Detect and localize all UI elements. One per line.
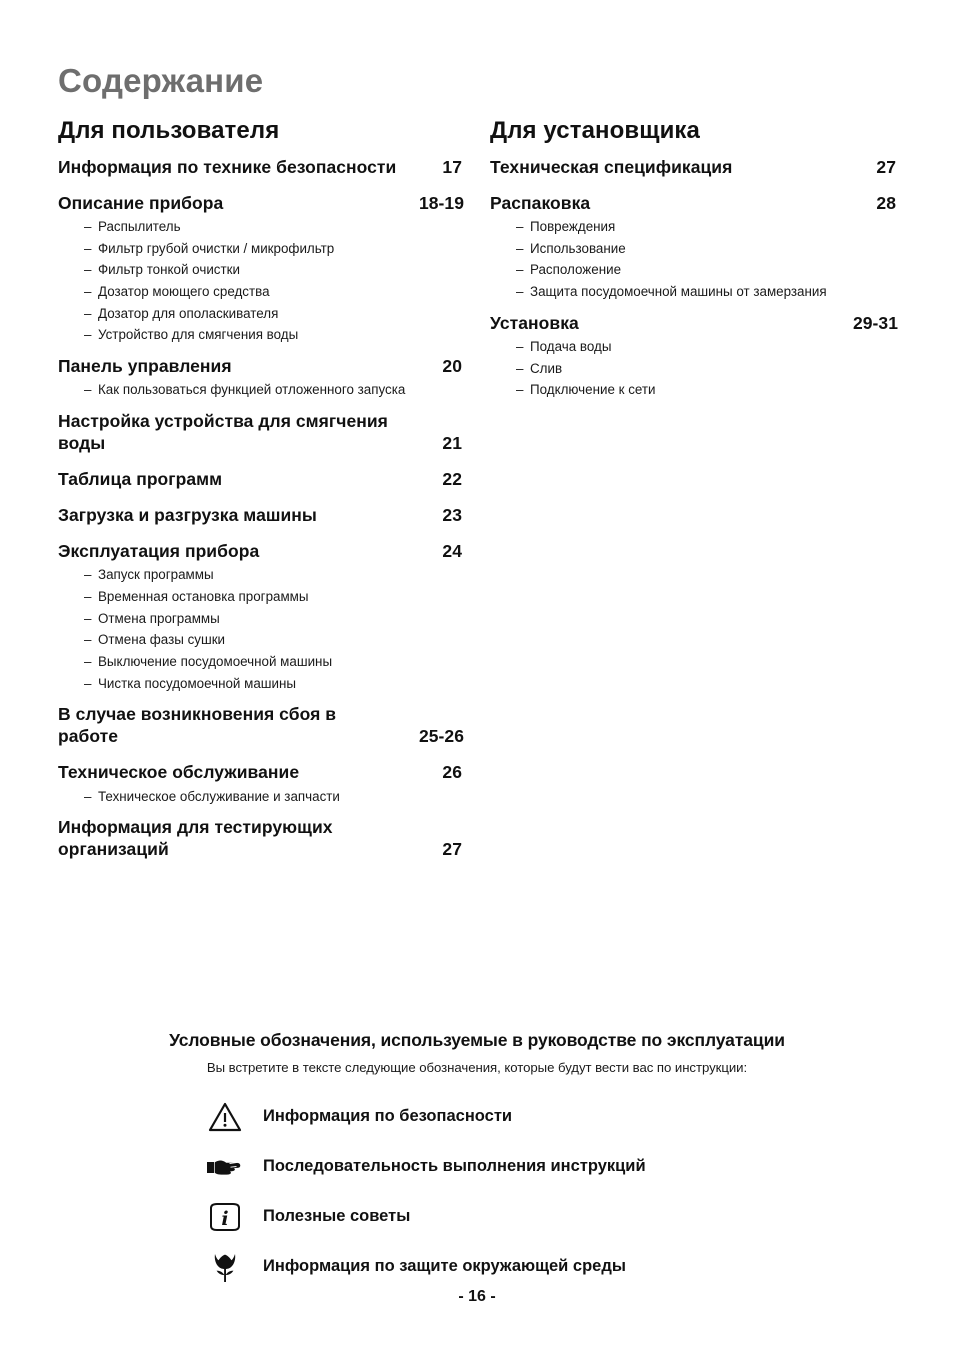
toc-subitem[interactable]: [516, 379, 896, 401]
dash-bullet-icon: –: [84, 262, 92, 278]
toc-entry-heading[interactable]: [58, 761, 462, 783]
page-title: Содержание: [58, 62, 264, 99]
toc-subitem[interactable]: [84, 608, 462, 630]
toc-subitem-label: Устройство для смягчения воды: [98, 327, 299, 343]
info-icon: [197, 1199, 253, 1235]
toc-entry-title: Эксплуатация прибора: [58, 541, 260, 562]
dash-bullet-icon: –: [84, 284, 92, 300]
toc-entry-title: Информация по технике безопасности: [58, 156, 397, 177]
pointing-hand-icon: [197, 1149, 253, 1185]
toc-subitem[interactable]: [516, 336, 896, 358]
toc-entry-title: Распаковка: [490, 192, 591, 213]
toc-subitem-label: Использование: [530, 240, 626, 256]
toc-entry-page-number: 18-19: [418, 192, 464, 213]
legend-item: [197, 1249, 757, 1285]
tulip-flower-icon: [197, 1249, 253, 1285]
toc-subitem-label: Слив: [530, 360, 563, 376]
toc-subitem[interactable]: [516, 358, 896, 380]
dash-bullet-icon: –: [84, 218, 92, 234]
toc-entry: [58, 761, 462, 807]
dash-bullet-icon: –: [84, 327, 92, 343]
toc-column-right: [490, 118, 896, 410]
legend-item: [197, 1099, 757, 1135]
toc-subitem-list: [490, 336, 896, 401]
legend-item-list: [0, 1099, 954, 1285]
toc-entry-title: Описание прибора: [58, 192, 224, 213]
toc-entry-heading[interactable]: [58, 192, 462, 214]
toc-entry-title: Установка: [490, 312, 579, 333]
toc-subitem-label: Отмена программы: [98, 610, 220, 626]
column-heading-user: Для пользователя: [58, 117, 280, 144]
toc-entry-page-number: 27: [442, 839, 462, 860]
toc-subitem[interactable]: [84, 259, 462, 281]
toc-entry: [58, 410, 462, 454]
toc-subitem-list: [58, 379, 462, 401]
toc-subitem[interactable]: [84, 303, 462, 325]
toc-entry-page-number: 25-26: [418, 726, 464, 747]
dash-bullet-icon: –: [516, 360, 524, 376]
toc-subitem[interactable]: [84, 651, 462, 673]
toc-entry-title: Информация для тестирующих организаций: [58, 817, 333, 860]
toc-subitem-list: [490, 216, 896, 303]
legend-item-label: Информация по безопасности: [263, 1107, 513, 1126]
toc-entry: [58, 355, 462, 401]
toc-entry-heading[interactable]: [58, 816, 462, 860]
toc-entry: [58, 504, 462, 526]
toc-subitem-label: Подача воды: [530, 338, 612, 354]
toc-subitem-list: [58, 216, 462, 346]
toc-subitem[interactable]: [84, 379, 462, 401]
toc-subitem-list: [58, 786, 462, 808]
toc-subitem-label: Отмена фазы сушки: [98, 632, 226, 648]
svg-text:i: i: [221, 1208, 229, 1230]
toc-entry-title: Техническое обслуживание: [58, 762, 300, 783]
toc-entry-title: Таблица программ: [58, 469, 223, 490]
toc-subitem-label: Дозатор для ополаскивателя: [98, 305, 279, 321]
toc-entry-heading[interactable]: [58, 355, 462, 377]
page-number-footer: - 16 -: [458, 1288, 496, 1305]
toc-subitem[interactable]: [516, 238, 896, 260]
toc-subitem[interactable]: [84, 586, 462, 608]
toc-entry: [58, 703, 462, 747]
toc-subitem-label: Выключение посудомоечной машины: [98, 653, 333, 669]
toc-entry-heading[interactable]: [58, 410, 462, 454]
toc-entry-list-left: [58, 156, 462, 860]
toc-entry-page-number: 24: [442, 541, 462, 562]
legend-title: Условные обозначения, используемые в руководстве по эксплуатации: [169, 1030, 785, 1050]
dash-bullet-icon: –: [516, 262, 524, 278]
toc-entry-title: Загрузка и разгрузка машины: [58, 505, 317, 526]
dash-bullet-icon: –: [516, 240, 524, 256]
toc-entry-page-number: 21: [442, 432, 462, 453]
toc-subitem[interactable]: [84, 324, 462, 346]
dash-bullet-icon: –: [84, 588, 92, 604]
toc-entry-heading[interactable]: [490, 192, 896, 214]
legend-item: [197, 1149, 757, 1185]
toc-entry: [490, 156, 896, 178]
toc-subitem[interactable]: [84, 786, 462, 808]
toc-entry-page-number: 29-31: [852, 312, 898, 333]
toc-subitem[interactable]: [84, 281, 462, 303]
toc-subitem-label: Чистка посудомоечной машины: [98, 675, 297, 691]
warning-triangle-icon: [197, 1099, 253, 1135]
toc-entry-heading[interactable]: [58, 540, 462, 562]
toc-entry: [58, 468, 462, 490]
toc-subitem[interactable]: [84, 564, 462, 586]
toc-entry: [58, 156, 462, 178]
dash-bullet-icon: –: [84, 305, 92, 321]
toc-subitem-label: Временная остановка программы: [98, 588, 309, 604]
toc-subitem-label: Дозатор моющего средства: [98, 284, 270, 300]
dash-bullet-icon: –: [516, 338, 524, 354]
dash-bullet-icon: –: [84, 788, 92, 804]
toc-entry-title: Техническая спецификация: [490, 156, 733, 177]
toc-subitem-label: Фильтр тонкой очистки: [98, 262, 240, 278]
dash-bullet-icon: –: [84, 675, 92, 691]
legend-item-label: Информация по защите окружающей среды: [263, 1257, 626, 1276]
legend-item: [197, 1199, 757, 1235]
legend-subtitle: Вы встретите в тексте следующие обозначения, которые будут вести вас по инструкции:: [206, 1060, 748, 1075]
toc-subitem-label: Защита посудомоечной машины от замерзания: [530, 284, 827, 300]
toc-subitem[interactable]: [516, 216, 896, 238]
toc-subitem-label: Подключение к сети: [530, 382, 656, 398]
toc-entry-page-number: 22: [442, 469, 462, 490]
toc-entry-heading[interactable]: [58, 504, 462, 526]
toc-entry-page-number: 28: [876, 192, 896, 213]
toc-subitem-label: Запуск программы: [98, 567, 214, 583]
toc-entry: [58, 192, 462, 346]
toc-entry-heading[interactable]: [58, 156, 462, 178]
toc-entry-heading[interactable]: [58, 468, 462, 490]
toc-entry: [58, 816, 462, 860]
toc-column-left: [58, 118, 462, 874]
toc-entry-heading[interactable]: [490, 312, 896, 334]
toc-subitem-list: [58, 564, 462, 694]
toc-entry-title: В случае возникновения сбоя в работе: [58, 704, 337, 747]
dash-bullet-icon: –: [84, 567, 92, 583]
toc-entry-page-number: 17: [442, 156, 462, 177]
toc-subitem-label: Распылитель: [98, 218, 181, 234]
legend-item-label: Полезные советы: [263, 1207, 411, 1226]
toc-entry-title: Настройка устройства для смягчения воды: [58, 410, 388, 453]
toc-entry-list-right: [490, 156, 896, 401]
toc-entry-title: Панель управления: [58, 356, 232, 377]
toc-entry-heading[interactable]: [58, 703, 462, 747]
toc-subitem-label: Повреждения: [530, 218, 616, 234]
legend-section: [0, 1030, 954, 1299]
column-heading-installer: Для установщика: [490, 117, 700, 144]
toc-subitem[interactable]: [84, 629, 462, 651]
toc-entry-heading[interactable]: [490, 156, 896, 178]
legend-item-label: Последовательность выполнения инструкций: [263, 1157, 646, 1176]
toc-subitem-label: Как пользоваться функцией отложенного запуска: [98, 382, 406, 398]
toc-subitem[interactable]: [84, 216, 462, 238]
toc-entry: [58, 540, 462, 694]
dash-bullet-icon: –: [516, 382, 524, 398]
toc-entry-page-number: 23: [442, 505, 462, 526]
toc-subitem[interactable]: [84, 238, 462, 260]
dash-bullet-icon: –: [84, 240, 92, 256]
toc-entry-page-number: 20: [442, 356, 462, 377]
toc-subitem[interactable]: [516, 259, 896, 281]
dash-bullet-icon: –: [516, 284, 524, 300]
toc-entry: [490, 192, 896, 303]
dash-bullet-icon: –: [84, 382, 92, 398]
dash-bullet-icon: –: [84, 632, 92, 648]
dash-bullet-icon: –: [84, 653, 92, 669]
toc-subitem-label: Расположение: [530, 262, 622, 278]
toc-entry-page-number: 26: [442, 762, 462, 783]
toc-subitem[interactable]: [84, 673, 462, 695]
toc-entry: [490, 312, 896, 401]
toc-entry-page-number: 27: [876, 156, 896, 177]
dash-bullet-icon: –: [84, 610, 92, 626]
dash-bullet-icon: –: [516, 218, 524, 234]
toc-subitem-label: Фильтр грубой очистки / микрофильтр: [98, 240, 335, 256]
toc-subitem-label: Техническое обслуживание и запчасти: [98, 788, 340, 804]
toc-subitem[interactable]: [516, 281, 896, 303]
